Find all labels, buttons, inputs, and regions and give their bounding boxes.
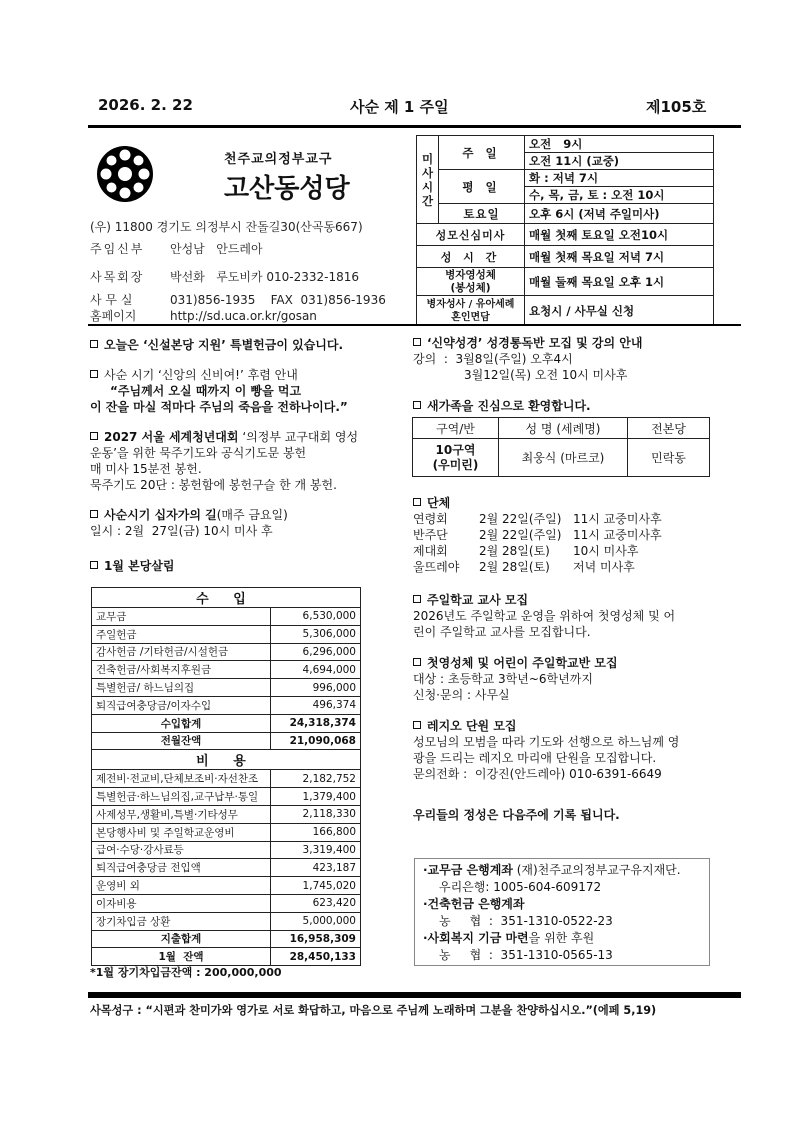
bible-class-title: ‘신약성경’ 성경통독반 모집 및 강의 안내 <box>413 334 713 351</box>
prev-balance: 21,090,068 <box>271 732 361 750</box>
expense-value: 2,182,752 <box>271 770 361 788</box>
office-line <box>90 292 410 308</box>
pastor-line <box>90 238 410 260</box>
saturday-mass: 오후 6시 (저녁 주일미사) <box>525 204 714 224</box>
income-value: 996,000 <box>271 679 361 697</box>
acclamation-quote-1: “주님께서 오실 때까지 이 빵을 먹고 <box>110 384 302 398</box>
pastor-label: 주임신부 <box>90 242 145 256</box>
income-row <box>92 643 361 661</box>
bank-2-account: 농 협 : 351-1310-0522-23 <box>439 914 613 928</box>
income-total: 24,318,374 <box>271 714 361 732</box>
income-label: 감사헌금 /기타헌금/시설헌금 <box>92 643 271 661</box>
office-phone: 031)856-1935 FAX 031)856-1936 <box>170 293 386 307</box>
expense-label: 장기차입금 상환 <box>92 912 271 930</box>
group-detail: 11시 교중미사후 <box>573 528 662 542</box>
sunday-mass-2: 오전 11시 (교중) <box>525 153 714 170</box>
expense-label: 본당행사비 및 주일학교운영비 <box>92 823 271 841</box>
footer-rule <box>88 992 741 998</box>
expense-label: 사제성무,생활비,특별·기타성무 <box>92 805 271 823</box>
notice-special-offering: 오늘은 ‘신설본당 지원’ 특별헌금이 있습니다. <box>90 336 406 353</box>
issue-date: 2026. 2. 22 <box>98 96 193 114</box>
group-detail: 저녁 미사후 <box>573 560 635 574</box>
wyd-line-2: 운동’을 위한 묵주기도와 공식기도문 봉헌 <box>90 446 307 460</box>
income-row <box>92 625 361 643</box>
income-total-label: 수입합계 <box>92 714 271 732</box>
group-detail: 11시 교중미사후 <box>573 512 662 526</box>
expense-value: 423,187 <box>271 859 361 877</box>
family-zone: 10구역 (우미린) <box>413 439 499 477</box>
section-rule <box>88 324 741 326</box>
sunday-school-line-1: 대상 : 초등학교 3학년~6학년까지 <box>413 672 593 686</box>
right-notices-2 <box>413 494 713 823</box>
bible-class-line-2: 3월12일(목) 오전 10시 미사후 <box>464 368 628 382</box>
checkbox-icon <box>90 432 98 440</box>
expense-label: 급여·수당·강사료등 <box>92 841 271 859</box>
family-header-name: 성 명 (세례명) <box>499 418 628 439</box>
checkbox-icon <box>413 721 421 729</box>
expense-row <box>92 859 361 877</box>
holy-hour-label: 성 시 간 <box>417 246 525 268</box>
homepage-line <box>90 308 410 324</box>
finance-title: 1월 본당살림 <box>90 557 406 574</box>
finance-table <box>91 587 361 966</box>
holy-hour: 매월 첫째 목요일 저녁 7시 <box>525 246 714 268</box>
sunday-school-title: 첫영성체 및 어린이 주일학교반 모집 <box>413 654 713 671</box>
acclamation-quote-2: 이 잔을 마실 적마다 주님의 죽음을 전하나이다.” <box>90 400 348 414</box>
income-value: 5,306,000 <box>271 625 361 643</box>
homepage-label: 홈페이지 <box>90 309 137 323</box>
checkbox-icon <box>413 595 421 603</box>
expense-label: 퇴직급여충당금 전입액 <box>92 859 271 877</box>
income-header: 수 입 <box>92 588 361 608</box>
pastor-name: 안성남 안드레아 <box>170 242 263 256</box>
income-row <box>92 696 361 714</box>
teacher-recruit-title: 주일학교 교사 모집 <box>413 591 713 608</box>
expense-total-label: 지출합계 <box>92 930 271 948</box>
saturday-label: 토요일 <box>439 204 525 224</box>
expense-label: 제전비·전교비,단체보조비·자선찬조 <box>92 770 271 788</box>
issue-number: 제105호 <box>646 98 707 116</box>
expense-row <box>92 788 361 806</box>
legio-title: 레지오 단원 모집 <box>413 717 713 734</box>
income-label: 교무금 <box>92 608 271 626</box>
checkbox-icon <box>90 340 98 348</box>
group-name: 제대회 <box>413 544 448 558</box>
income-row <box>92 679 361 697</box>
expense-value: 2,118,330 <box>271 805 361 823</box>
expense-total: 16,958,309 <box>271 930 361 948</box>
expense-header: 비 용 <box>92 750 361 770</box>
header-rule <box>88 125 741 128</box>
sunday-mass-1: 오전 9시 <box>525 136 714 153</box>
family-header-parish: 전본당 <box>628 418 710 439</box>
new-family-table <box>412 417 710 477</box>
mary-mass: 매월 첫째 토요일 오전10시 <box>525 224 714 246</box>
legio-line-2: 광을 드리는 레지오 마리애 단원을 모집합니다. <box>413 751 657 765</box>
balance-label: 1월 잔액 <box>92 948 271 966</box>
sick-communion-label: 병자영성체 (봉성체) <box>417 268 525 296</box>
group-name: 연령회 <box>413 512 448 526</box>
bank-1-title: ·교무금 은행계좌 (재)천주교의정부교구유지재단. <box>423 863 681 877</box>
balance: 28,450,133 <box>271 948 361 966</box>
checkbox-icon <box>90 510 98 518</box>
new-family-title: 새가족을 진심으로 환영합니다. <box>413 397 713 414</box>
group-detail: 10시 미사후 <box>573 544 639 558</box>
bank-2-title: ·건축헌금 은행계좌 <box>423 897 525 911</box>
income-value: 496,374 <box>271 696 361 714</box>
bank-3-title: ·사회복지 기금 마련을 위한 후원 <box>423 931 595 945</box>
expense-row <box>92 877 361 895</box>
expense-value: 166,800 <box>271 823 361 841</box>
sunday-label: 주 일 <box>439 136 525 170</box>
group-row <box>413 511 713 527</box>
teacher-recruit-line-2: 린이 주일학교 교사를 모집합니다. <box>413 625 591 639</box>
expense-row <box>92 770 361 788</box>
notice-stations: 사순시기 십자가의 길(매주 금요일) <box>90 507 406 523</box>
diocese-name: 천주교의정부교구 <box>224 152 333 167</box>
secretary-label: 사목회장 <box>90 270 145 284</box>
group-date: 2월 28일(토) <box>479 560 550 574</box>
bible-class-line-1: 강의 : 3월8일(주일) 오후4시 <box>413 352 573 366</box>
expense-row <box>92 912 361 930</box>
offering-note: 우리들의 정성은 다음주에 기록 됩니다. <box>413 808 620 822</box>
group-row <box>413 543 713 559</box>
mass-side-label: 미 사 시 간 <box>417 136 439 224</box>
notice-acclamation-title: 사순 시기 ‘신앙의 신비여!’ 후렴 안내 <box>90 367 406 383</box>
left-notices <box>90 336 406 574</box>
checkbox-icon <box>413 498 421 506</box>
group-row <box>413 527 713 543</box>
expense-row <box>92 823 361 841</box>
group-name: 울뜨레야 <box>413 560 460 574</box>
expense-value: 3,319,400 <box>271 841 361 859</box>
parish-logo-icon <box>96 145 154 203</box>
sick-sacrament-label: 병자성사 / 유아세례 혼인면담 <box>417 296 525 326</box>
secretary-line <box>90 266 410 288</box>
legio-line-1: 성모님의 모범을 따라 기도와 선행으로 하느님께 영 <box>413 735 680 749</box>
parish-info <box>90 216 410 324</box>
expense-label: 특별헌금·하느님의집,교구납부·통일 <box>92 788 271 806</box>
sick-communion: 매월 둘째 목요일 오후 1시 <box>525 268 714 296</box>
right-notices <box>413 334 713 414</box>
weekday-label: 평 일 <box>439 170 525 204</box>
bank-1-account: 우리은행: 1005-604-609172 <box>439 880 602 894</box>
expense-label: 이자비용 <box>92 894 271 912</box>
income-value: 4,694,000 <box>271 661 361 679</box>
checkbox-icon <box>413 658 421 666</box>
group-name: 반주단 <box>413 528 448 542</box>
stations-time: 일시 : 2월 27일(금) 10시 미사 후 <box>90 524 273 538</box>
groups-title: 단체 <box>413 494 713 511</box>
income-label: 퇴직급여충당금/이자수입 <box>92 696 271 714</box>
group-row <box>413 559 713 575</box>
prev-balance-label: 전월잔액 <box>92 732 271 750</box>
expense-value: 623,420 <box>271 894 361 912</box>
checkbox-icon <box>90 370 98 378</box>
office-label: 사 무 실 <box>90 293 133 307</box>
family-header-zone: 구역/반 <box>413 418 499 439</box>
pastoral-motto: 사목성구 : “시편과 찬미가와 영가로 서로 화답하고, 마음으로 주님께 노래하며 그분을 찬양하십시오.”(에페 5,19) <box>90 1004 657 1017</box>
wyd-line-4: 묵주기도 20단 : 봉헌함에 봉헌구슬 한 개 봉헌. <box>90 478 337 492</box>
address: (우) 11800 경기도 의정부시 잔돌길30(산곡동667) <box>90 220 363 234</box>
expense-value: 5,000,000 <box>271 912 361 930</box>
teacher-recruit-line-1: 2026년도 주일학교 운영을 위하여 첫영성체 및 어 <box>413 609 676 623</box>
bank-3-account: 농 협 : 351-1310-0565-13 <box>439 948 613 962</box>
checkbox-icon <box>413 338 421 346</box>
wyd-line-3: 매 미사 15분전 봉헌. <box>90 462 202 476</box>
notice-wyd: 2027 서울 세계청년대회 ‘의정부 교구대회 영성 <box>90 429 406 445</box>
sick-sacrament: 요청시 / 사무실 신청 <box>525 296 714 326</box>
legio-line-3: 문의전화 : 이강진(안드레아) 010-6391-6649 <box>413 767 662 781</box>
weekday-mass-1: 화 : 저녁 7시 <box>525 170 714 187</box>
income-row <box>92 608 361 626</box>
homepage-link[interactable]: http://sd.uca.or.kr/gosan <box>170 309 317 323</box>
income-value: 6,530,000 <box>271 608 361 626</box>
income-value: 6,296,000 <box>271 643 361 661</box>
weekday-mass-2: 수, 목, 금, 토 : 오전 10시 <box>525 187 714 204</box>
secretary-name: 박선화 루도비카 010-2332-1816 <box>170 270 360 284</box>
income-label: 건축헌금/사회복지후원금 <box>92 661 271 679</box>
group-date: 2월 28일(토) <box>479 544 550 558</box>
sunday-school-line-2: 신청·문의 : 사무실 <box>413 688 510 702</box>
group-date: 2월 22일(주일) <box>479 528 562 542</box>
checkbox-icon <box>90 561 98 569</box>
income-label: 주일헌금 <box>92 625 271 643</box>
checkbox-icon <box>413 401 421 409</box>
loan-note: *1월 장기차입금잔액 : 200,000,000 <box>90 966 282 979</box>
mary-mass-label: 성모신심미사 <box>417 224 525 246</box>
expense-row <box>92 841 361 859</box>
expense-value: 1,379,400 <box>271 788 361 806</box>
group-date: 2월 22일(주일) <box>479 512 562 526</box>
expense-row <box>92 805 361 823</box>
expense-value: 1,745,020 <box>271 877 361 895</box>
family-name: 최웅식 (마르코) <box>499 439 628 477</box>
mass-schedule-table <box>416 135 714 326</box>
income-row <box>92 661 361 679</box>
liturgical-week: 사순 제 1 주일 <box>350 98 449 116</box>
family-prev-parish: 민락동 <box>628 439 710 477</box>
expense-label: 운영비 외 <box>92 877 271 895</box>
expense-row <box>92 894 361 912</box>
income-label: 특별헌금/ 하느님의집 <box>92 679 271 697</box>
parish-name: 고산동성당 <box>224 174 350 204</box>
bank-accounts-box <box>414 858 710 966</box>
